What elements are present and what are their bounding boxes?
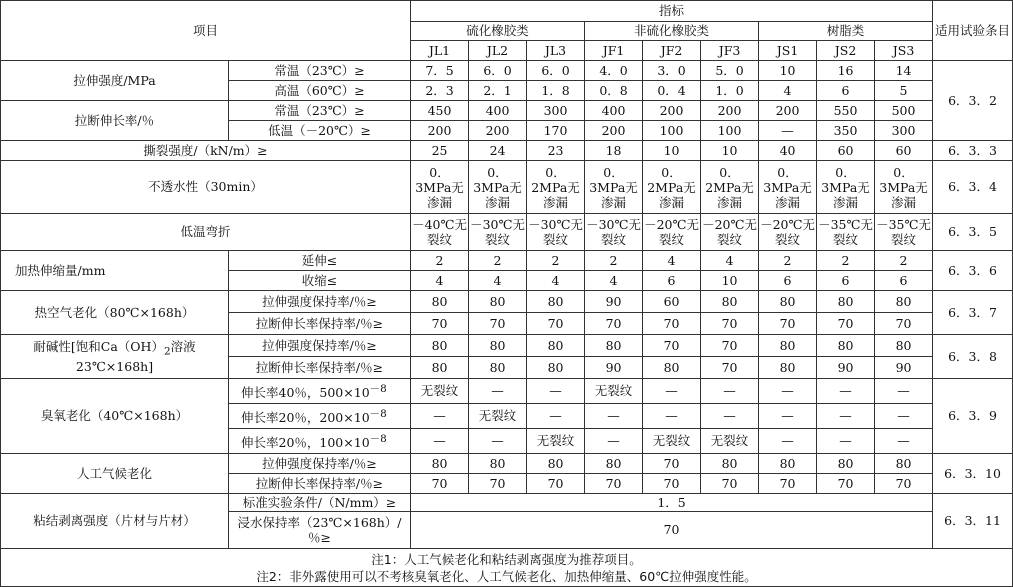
alkali-label-part1: 耐碱性[饱和Ca（OH） [33,338,164,354]
cell: 70 [701,335,759,357]
cell: — [817,379,875,404]
clause-cell: 6．3．3 [933,141,1013,161]
cell: 80 [875,291,933,313]
cell: 100 [701,121,759,141]
header-index: 指标 [411,1,933,22]
heat-extend-row [1,251,1013,271]
heat-dim-label: 加热伸缩量/mm [1,251,229,291]
cell: 70 [759,474,817,494]
cell: 70 [469,474,527,494]
weather-label: 人工气候老化 [1,454,229,494]
cell: — [643,379,701,404]
elongation-label: 拉断伸长率/％ [1,101,229,141]
weather-tensile-sub: 拉伸强度保持率/％≥ [229,454,411,474]
cell: 10 [759,61,817,81]
cell: 80 [817,335,875,357]
cell: 70 [701,313,759,335]
elongation-normal-sub: 常温（23℃）≥ [229,101,411,121]
header-code: JS1 [759,41,817,61]
notes-row [1,549,1013,587]
cell: 4 [585,271,643,291]
header-code: JL2 [469,41,527,61]
cell: 70 [701,357,759,379]
cell: — [585,429,643,454]
cell: 80 [585,454,643,474]
note-1: 注1：人工气候老化和粘结剥离强度为推荐项目。 [371,551,642,567]
peel-label: 粘结剥离强度（片材与片材） [1,494,229,549]
header-code: JF1 [585,41,643,61]
cell: 2 [469,251,527,271]
cell: 80 [759,357,817,379]
cell: 80 [759,291,817,313]
ozone-r1-sub [229,379,411,404]
cell: 70 [875,313,933,335]
cell: 0．3MPa无渗漏 [411,161,469,214]
cell: 80 [469,357,527,379]
cell: 2 [585,251,643,271]
cell: 80 [411,291,469,313]
cell: 0．2MPa无渗漏 [643,161,701,214]
header-code: JL3 [527,41,585,61]
cell: －30℃无裂纹 [585,214,643,251]
header-code: JF2 [643,41,701,61]
cell: 80 [527,335,585,357]
cell: 90 [585,291,643,313]
ozone-r2-sub-text: 伸长率20％，200×10 [241,410,370,426]
ozone-r3-sub [229,429,411,454]
cell: 0．2MPa无渗漏 [527,161,585,214]
ozone-r1-sub-text: 伸长率40％，500×10 [241,385,370,401]
cell: 1．8 [527,81,585,101]
cell: 80 [411,357,469,379]
cell: 2 [759,251,817,271]
ozone-r2-sub [229,404,411,429]
cell: 80 [759,454,817,474]
cell: 70 [759,313,817,335]
cell: 200 [643,101,701,121]
cell: 6．0 [469,61,527,81]
cell: 450 [411,101,469,121]
cell: 6 [817,81,875,101]
water-row [1,161,1013,214]
cell: 80 [759,335,817,357]
cell: 70 [643,335,701,357]
cell: 200 [585,121,643,141]
cell: 7．5 [411,61,469,81]
ozone-r1-row [1,379,1013,404]
cell: 70 [469,313,527,335]
cell: 70 [643,313,701,335]
notes [1,549,1013,587]
cell: — [759,379,817,404]
cell: 80 [527,357,585,379]
cell: 0．4 [643,81,701,101]
cell: 80 [411,335,469,357]
cell: 70 [585,474,643,494]
cell: 14 [875,61,933,81]
cell: 23 [527,141,585,161]
cell: 70 [527,313,585,335]
cell: 80 [527,291,585,313]
cell: 25 [411,141,469,161]
header-code: JF3 [701,41,759,61]
cell: 70 [643,474,701,494]
cell: 70 [817,474,875,494]
cell: －30℃无裂纹 [527,214,585,251]
cell: 200 [469,121,527,141]
cell: 300 [875,121,933,141]
cell: 80 [875,454,933,474]
alkali-tensile-sub: 拉伸强度保持率/％≥ [229,335,411,357]
header-row-1 [1,1,1013,22]
cell: 2．1 [469,81,527,101]
cell: — [875,429,933,454]
cell: — [817,404,875,429]
cell: 4 [643,251,701,271]
clause-cell: 6．3．7 [933,291,1013,335]
cell: — [875,404,933,429]
hot-air-tensile-sub: 拉伸强度保持率/％≥ [229,291,411,313]
clause-cell: 6．3．11 [933,494,1013,549]
cell: 80 [701,291,759,313]
cell: 0．3MPa无渗漏 [585,161,643,214]
cell: －20℃无裂纹 [643,214,701,251]
cell: 1．0 [701,81,759,101]
ozone-label: 臭氧老化（40℃×168h） [1,379,229,454]
cell: 16 [817,61,875,81]
clause-cell: 6．3．9 [933,379,1013,454]
alkali-label-subscript: 2 [163,345,171,358]
elongation-normal-row [1,101,1013,121]
cell: 400 [585,101,643,121]
cell: 70 [875,474,933,494]
clause-cell: 6．3．6 [933,251,1013,291]
cell: 6 [643,271,701,291]
bend-row [1,214,1013,251]
cell: 60 [817,141,875,161]
cell: 6 [817,271,875,291]
cell: — [875,379,933,404]
tensile-normal-sub: 常温（23℃）≥ [229,61,411,81]
cell: 0．3MPa无渗漏 [759,161,817,214]
tear-label: 撕裂强度/（kN/m）≥ [1,141,411,161]
hot-air-tensile-row [1,291,1013,313]
cell: 80 [469,454,527,474]
ozone-r3-sub-exp: －8 [369,432,387,445]
cell: — [411,404,469,429]
cell: 200 [411,121,469,141]
cell: 40 [759,141,817,161]
clause-cell: 6．3．2 [933,61,1013,141]
cell: 无裂纹 [469,404,527,429]
cell: 无裂纹 [701,429,759,454]
cell: — [411,429,469,454]
cell: －20℃无裂纹 [701,214,759,251]
cell: 6 [759,271,817,291]
cell: — [759,121,817,141]
clause-cell: 6．3．5 [933,214,1013,251]
cell: 100 [643,121,701,141]
cell: 80 [701,454,759,474]
ozone-r1-sub-exp: －8 [369,382,387,395]
cell: 24 [469,141,527,161]
cell: 300 [527,101,585,121]
header-group: 非硫化橡胶类 [585,22,759,41]
cell: 4．0 [585,61,643,81]
cell: — [527,379,585,404]
cell: 70 [585,313,643,335]
cell: 70 [411,474,469,494]
cell: 无裂纹 [643,429,701,454]
alkali-tensile-row [1,335,1013,357]
cell: 70 [411,313,469,335]
tear-row [1,141,1013,161]
ozone-r2-sub-exp: －8 [369,407,387,420]
peel-soak-value: 70 [411,512,933,549]
cell: 4 [469,271,527,291]
cell: 0．2MPa无渗漏 [701,161,759,214]
cell: 0．3MPa无渗漏 [469,161,527,214]
cell: — [643,404,701,429]
cell: －35℃无裂纹 [817,214,875,251]
header-applicable: 适用试验条目 [933,1,1013,61]
cell: 无裂纹 [585,379,643,404]
alkali-label-part2: 溶液23℃×168h] [75,338,196,375]
cell: 0．8 [585,81,643,101]
cell: 6 [875,271,933,291]
cell: 0．3MPa无渗漏 [817,161,875,214]
peel-std-sub: 标准实验条件/（N/mm）≥ [229,494,411,512]
cell: 80 [817,291,875,313]
cell: — [817,429,875,454]
cell: — [469,379,527,404]
peel-std-row [1,494,1013,512]
cell: 10 [643,141,701,161]
cell: 400 [469,101,527,121]
hot-air-elong-sub: 拉断伸长率保持率/％≥ [229,313,411,335]
cell: 80 [875,335,933,357]
peel-soak-sub: 浸水保持率（23℃×168h）/％≥ [229,512,411,549]
cell: 200 [701,101,759,121]
cell: －40℃无裂纹 [411,214,469,251]
cell: 3．0 [643,61,701,81]
cell: 5 [875,81,933,101]
cell: 70 [701,474,759,494]
cell: 4 [701,251,759,271]
header-code: JS3 [875,41,933,61]
cell: 无裂纹 [411,379,469,404]
cell: 4 [759,81,817,101]
header-group: 树脂类 [759,22,933,41]
cell: 60 [875,141,933,161]
cell: — [701,379,759,404]
cell: 4 [527,271,585,291]
tensile-high-sub: 高温（60℃）≥ [229,81,411,101]
alkali-label [1,335,229,379]
cell: 350 [817,121,875,141]
cell: 80 [469,291,527,313]
cell: 80 [817,454,875,474]
cell: 10 [701,141,759,161]
cell: 90 [817,357,875,379]
cell: －30℃无裂纹 [469,214,527,251]
cell: 70 [817,313,875,335]
cell: 70 [643,454,701,474]
peel-std-value: 1．5 [411,494,933,512]
tensile-normal-row [1,61,1013,81]
cell: 无裂纹 [527,429,585,454]
cell: — [469,429,527,454]
heat-shrink-sub: 收缩≤ [229,271,411,291]
cell: 2 [875,251,933,271]
water-label: 不透水性（30min） [1,161,411,214]
header-item: 项目 [1,1,411,61]
cell: — [585,404,643,429]
cell: 10 [701,271,759,291]
header-code: JL1 [411,41,469,61]
cell: 80 [643,357,701,379]
elongation-low-sub: 低温（－20℃）≥ [229,121,411,141]
cell: — [701,404,759,429]
alkali-elong-sub: 拉断伸长率保持率/％≥ [229,357,411,379]
cell: 2 [411,251,469,271]
cell: — [759,429,817,454]
ozone-r3-sub-text: 伸长率20％，100×10 [241,435,370,451]
cell: 6．0 [527,61,585,81]
cell: 90 [875,357,933,379]
cell: 80 [411,454,469,474]
hot-air-label: 热空气老化（80℃×168h） [1,291,229,335]
heat-extend-sub: 延伸≤ [229,251,411,271]
clause-cell: 6．3．4 [933,161,1013,214]
clause-cell: 6．3．10 [933,454,1013,494]
cell: — [759,404,817,429]
note-2: 注2：非外露使用可以不考核臭氧老化、人工气候老化、加热伸缩量、60℃拉伸强度性能。 [256,568,757,584]
cell: 2 [527,251,585,271]
cell: 2 [817,251,875,271]
cell: 4 [411,271,469,291]
bend-label: 低温弯折 [1,214,411,251]
cell: 80 [469,335,527,357]
cell: －20℃无裂纹 [759,214,817,251]
cell: 80 [585,335,643,357]
cell: 550 [817,101,875,121]
header-group: 硫化橡胶类 [411,22,585,41]
cell: 0．3MPa无渗漏 [875,161,933,214]
cell: 170 [527,121,585,141]
cell: 90 [585,357,643,379]
header-code: JS2 [817,41,875,61]
cell: 60 [643,291,701,313]
cell: 70 [527,474,585,494]
weather-elong-sub: 拉断伸长率保持率/％≥ [229,474,411,494]
cell: 2．3 [411,81,469,101]
cell: 200 [759,101,817,121]
cell: 80 [527,454,585,474]
cell: 5．0 [701,61,759,81]
weather-tensile-row [1,454,1013,474]
cell: — [527,404,585,429]
clause-cell: 6．3．8 [933,335,1013,379]
cell: 500 [875,101,933,121]
cell: 18 [585,141,643,161]
tensile-label: 拉伸强度/MPa [1,61,229,101]
cell: －35℃无裂纹 [875,214,933,251]
